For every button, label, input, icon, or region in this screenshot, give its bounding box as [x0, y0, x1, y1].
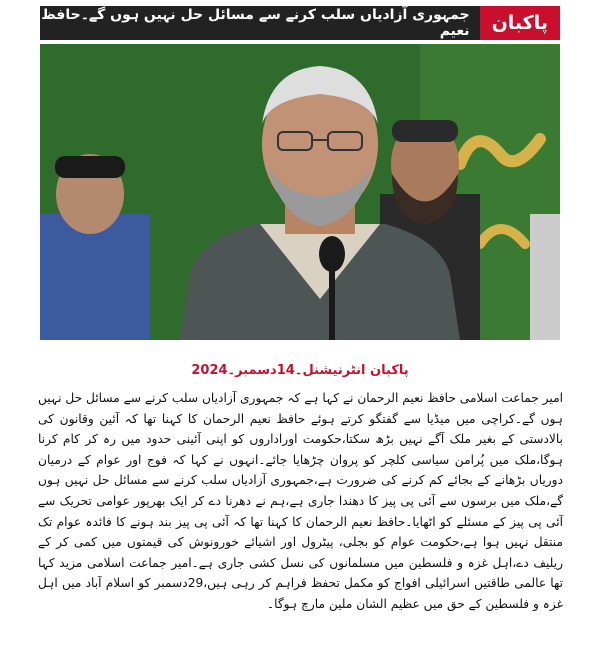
headline: جمہوری آزادیاں سلب کرنے سے مسائل حل نہیں ہوں گے۔حافظ نعیم — [41, 7, 470, 39]
article-header — [40, 6, 560, 40]
article-body: امیر جماعت اسلامی حافظ نعیم الرحمان نے کہا ہے کہ جمہوری آزادیاں سلب کرنے سے مسائل حل نہیں ہوں گے۔کراچی میں میڈیا سے گفتگو کرتے ہوئے حافظ نعیم الرحمان کا کہنا تھا کہ آئین وقانون کی بالادستی کے بغیر ملک آگے نہیں بڑھ سکتا،حکومت اوراداروں کو اپنی آئینی حدود میں رہ کر کام کرنا ہوگا،ملک میں پُرامن سیاسی کلچر کو پروان چڑھایا جائے۔انہوں نے کہا کہ فوج اور عوام کے درمیان دوریاں بڑھانے کے بجائے کم کرنے کی ضرورت ہے،جمہوری آزادیاں سلب کرنے سے مسائل حل نہیں ہوں گے،ملک میں برسوں سے آئی پی پیز کا دھندا جاری ہے،ہم نے دھرنا دے کر ایک بھرپور عوامی تحریک سے آئی پی پیز کے مسئلے کو اٹھایا۔حافظ نعیم الرحمان کا کہنا تھا کہ آئی پی پیز بند ہونے کا فائدہ عوام تک منتقل نہیں ہوا ہے،حکومت عوام کو بجلی، پیٹرول اور اشیائے خورونوش کی قیمتوں میں کمی کر کے ریلیف دے،اہل غزہ و فلسطین میں مسلمانوں کی نسل کشی جاری ہے۔امیر جماعت اسلامی مزید کہا تھا عالمی طاقتیں اسرائیلی افواج کو مکمل تحفظ فراہم کر رہی ہیں،29دسمبر کو اسلام آباد میں اہل غزہ و فلسطین کے حق میں عظیم الشان ملین مارچ ہوگا۔ — [38, 391, 563, 611]
article-photo — [40, 44, 560, 340]
dateline: پاکبان انٹرنیشنل۔14دسمبر۔2024 — [191, 363, 409, 378]
brand-logo[interactable]: پاکبان — [480, 6, 560, 40]
photo-illustration — [40, 44, 560, 340]
